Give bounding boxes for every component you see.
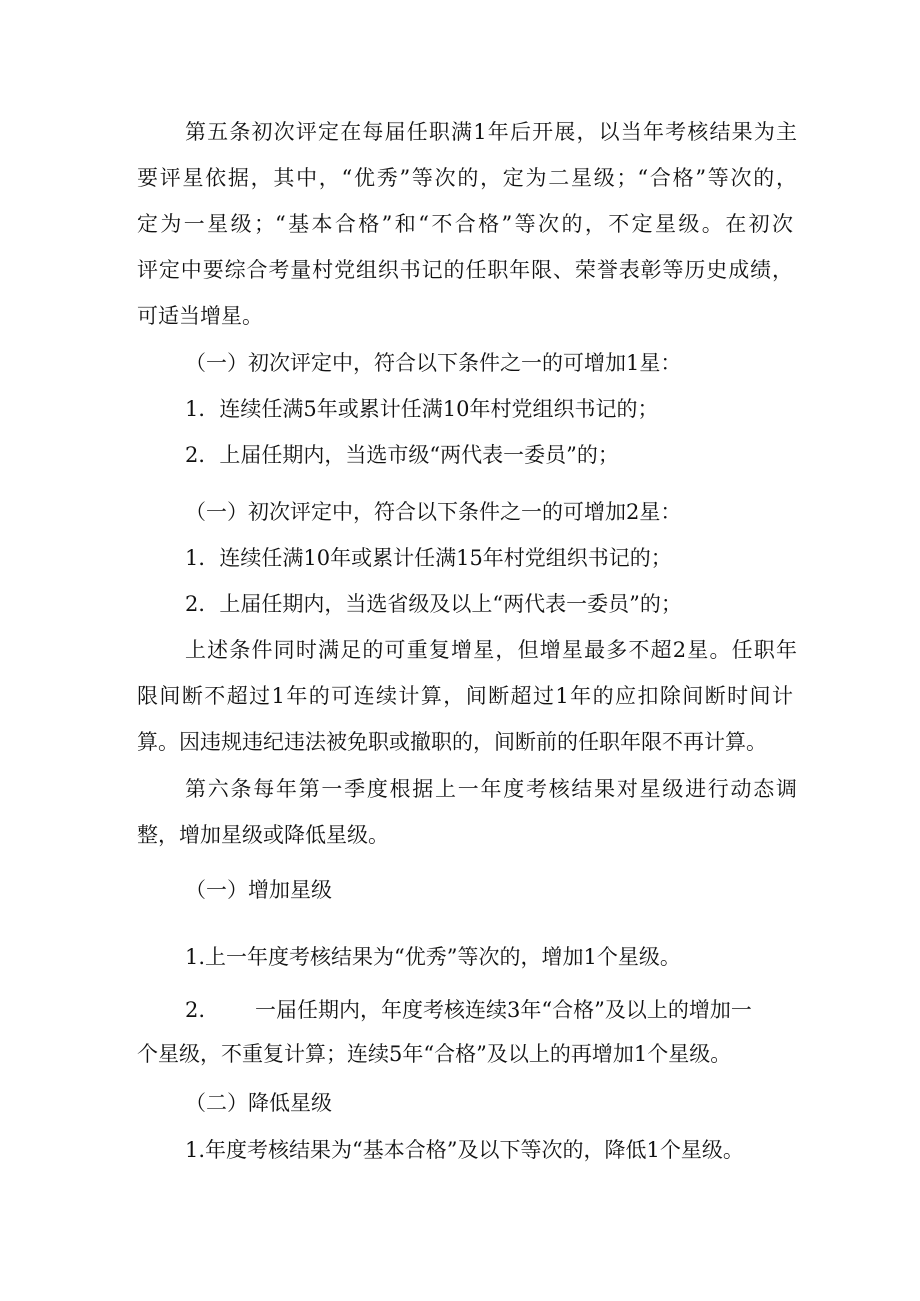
increase-stars-item-2-line-2: 个星级，不重复计算；连续5年“合格”及以上的再增加1个星级。 <box>137 1042 732 1066</box>
repeat-rule-line-2: 限间断不超过1年的可连续计算，间断超过1年的应扣除间断时间计 <box>137 684 793 708</box>
article-6-line-2: 整，增加星级或降低星级。 <box>137 823 389 847</box>
increase-stars-heading: （一）增加星级 <box>185 878 332 902</box>
decrease-stars-item-1: 1.年度考核结果为“基本合格”及以下等次的，降低1个星级。 <box>185 1138 744 1162</box>
increase-stars-item-2-number: 2. <box>185 998 206 1022</box>
repeat-rule-line-1: 上述条件同时满足的可重复增星，但增星最多不超2星。任职年 <box>185 638 797 662</box>
sub-clause-1-item-2: 2．上届任期内，当选市级“两代表一委员”的； <box>185 443 619 467</box>
decrease-stars-heading: （二）降低星级 <box>185 1091 332 1115</box>
article-6-line-1: 第六条每年第一季度根据上一年度考核结果对星级进行动态调 <box>185 777 797 801</box>
increase-stars-item-2-text: 一届任期内，年度考核连续3年“合格”及以上的增加一 <box>255 998 752 1022</box>
article-5-line-4: 评定中要综合考量村党组织书记的任职年限、荣誉表彰等历史成绩， <box>137 258 793 282</box>
sub-clause-2-heading: （一）初次评定中，符合以下条件之一的可增加2星： <box>185 500 682 524</box>
article-5-line-1: 第五条初次评定在每届任职满1年后开展，以当年考核结果为主 <box>185 120 797 144</box>
increase-stars-item-1: 1.上一年度考核结果为“优秀”等次的，增加1个星级。 <box>185 945 681 969</box>
sub-clause-2-item-1: 1．连续任满10年或累计任满15年村党组织书记的； <box>185 546 672 570</box>
article-5-line-2: 要评星依据，其中，“优秀”等次的，定为二星级；“合格”等次的， <box>137 166 797 190</box>
sub-clause-2-item-2: 2．上届任期内，当选省级及以上“两代表一委员”的； <box>185 592 682 616</box>
increase-stars-item-2-line-1 <box>185 995 752 1025</box>
sub-clause-1-item-1: 1．连续任满5年或累计任满10年村党组织书记的； <box>185 397 659 421</box>
sub-clause-1-heading: （一）初次评定中，符合以下条件之一的可增加1星： <box>185 351 682 375</box>
repeat-rule-line-3: 算。因违规违纪违法被免职或撤职的，间断前的任职年限不再计算。 <box>137 730 767 754</box>
article-5-line-3: 定为一星级；“基本合格”和“不合格”等次的，不定星级。在初次 <box>137 212 793 236</box>
article-5-line-5: 可适当增星。 <box>137 304 263 328</box>
